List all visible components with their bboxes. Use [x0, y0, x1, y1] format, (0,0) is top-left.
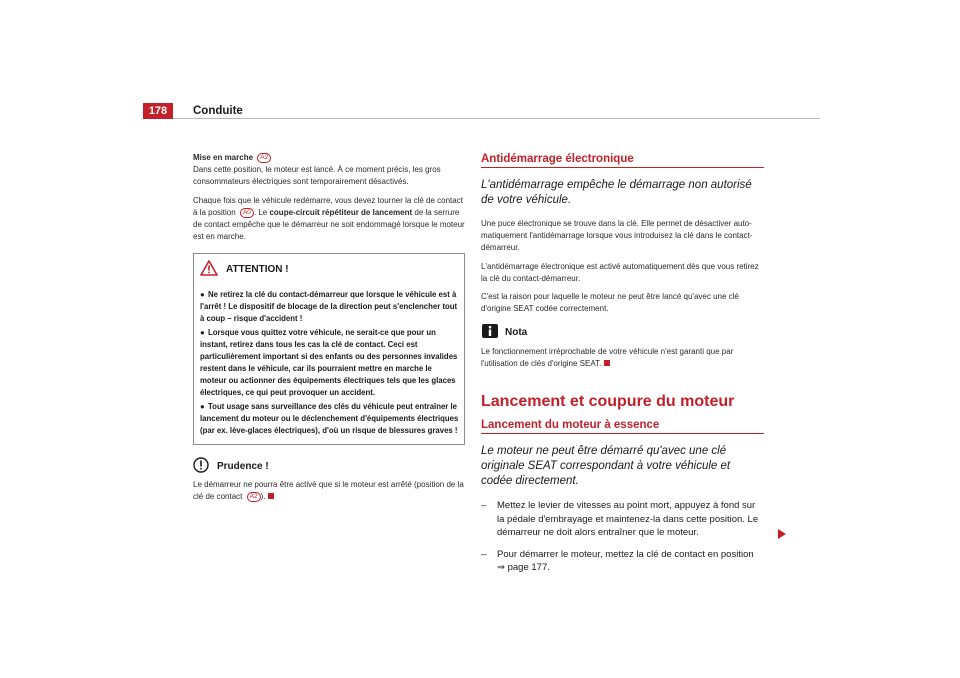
bullet-icon: ●	[200, 289, 205, 299]
warning-item-text: Lorsque vous quittez votre véhicule, ne serait-ce que pour un instant, retirez dans tous les cas la clé de contact. Ceci est particulièrement important si des enfants ou des personnes invalides restent dans le véhicule, car ils pourraient mettre en marche le moteur ou actionner des équipements électriques tels que les glaces électriques, ce qui peut provoquer un accident.	[200, 327, 458, 397]
note-title: Nota	[505, 327, 528, 339]
caution-title: Prudence !	[217, 460, 269, 472]
immobilizer-section-title: Antidémarrage électronique	[481, 152, 764, 168]
restart-text-start: Chaque fois que le véhicule redémarre, vous devez tourner la clé de contact à la position	[193, 195, 463, 217]
steps-list	[481, 499, 764, 575]
chapter-title: Conduite	[193, 105, 243, 117]
immobilizer-paragraph: L'antidémarrage électronique est activé automatiquement dès que vous retirez la clé du contact-démarreur.	[481, 261, 759, 283]
restart-text-mid: . Le	[253, 207, 268, 217]
warning-box	[193, 253, 465, 444]
caution-text-end: ).	[260, 492, 266, 502]
step-dash: –	[481, 548, 487, 560]
mise-en-marche-heading: Mise en marche	[193, 153, 254, 162]
restart-text-bold: coupe-circuit répétiteur de lancement	[269, 207, 413, 217]
key-position-ref: A2	[257, 153, 271, 163]
caution-paragraph	[193, 479, 465, 503]
mise-en-marche-text: Dans cette position, le moteur est lancé. À ce moment précis, les gros consommateurs électriques sont temporairement désactivés.	[193, 165, 441, 187]
mise-en-marche-paragraph	[193, 152, 465, 189]
restart-text-end: de la serrure de contact empêche que le démarreur ne soit endommagé lorsque le moteur est en marche.	[193, 207, 465, 242]
step-text: Pour démarrer le moteur, mettez la clé de contact en position ⇒ page 177.	[497, 548, 754, 574]
continue-arrow-icon	[778, 529, 786, 539]
step-dash: –	[481, 500, 487, 512]
warning-item-text: Tout usage sans surveillance des clés du véhicule peut entraîner le lancement du moteur ou le déclenchement d'équipements électriques (par ex. lève-glaces électriques), d'où un risque de blessures graves !	[200, 401, 459, 435]
warning-title: ATTENTION !	[226, 264, 289, 276]
note-info-icon	[481, 323, 499, 343]
bullet-icon: ●	[200, 401, 205, 411]
header-divider	[173, 118, 820, 119]
petrol-section-title: Lancement du moteur à essence	[481, 418, 764, 434]
warning-item-text: Ne retirez la clé du contact-démarreur que lorsque le véhicule est à l'arrêt ! Le dispositif de blocage de la direction peut s'enclencher tout à coup – risque d'accident !	[200, 289, 458, 323]
restart-paragraph	[193, 195, 465, 244]
right-column	[481, 152, 764, 583]
note-paragraph	[481, 346, 764, 370]
section-end-marker	[604, 360, 610, 366]
step-item	[481, 548, 764, 575]
caution-header	[193, 457, 465, 477]
caution-text: Le démarreur ne pourra être activé que si le moteur est arrêté (position de la clé de contact	[193, 479, 464, 502]
warning-list	[200, 289, 460, 437]
bullet-icon: ●	[200, 327, 205, 337]
caution-exclamation-icon	[193, 457, 209, 477]
immobilizer-lead: L'antidémarrage empêche le démarrage non autorisé de votre véhicule.	[481, 179, 752, 206]
chapter-section-title: Lancement et coupure du moteur	[481, 393, 735, 411]
note-header	[481, 323, 764, 343]
petrol-lead: Le moteur ne peut être démarré qu'avec une clé originale SEAT correspondant à votre véhicule et codée directement.	[481, 445, 731, 488]
note-text: Le fonctionnement irréprochable de votre véhicule n'est garanti que par l'utilisation de clés d'origine SEAT.	[481, 346, 734, 368]
section-end-marker	[268, 493, 274, 499]
warning-triangle-icon	[200, 260, 218, 280]
key-position-ref: A2	[247, 492, 261, 502]
step-text: Mettez le levier de vitesses au point mort, appuyez à fond sur la pédale d'embrayage et maintenez-la dans cette position. Le démarreur ne doit alors entraîner que le moteur.	[497, 500, 759, 539]
page-number: 178	[143, 103, 173, 119]
step-item	[481, 499, 764, 540]
warning-header	[200, 260, 460, 280]
warning-item	[200, 327, 460, 399]
key-position-ref: A0	[240, 208, 254, 218]
warning-item	[200, 289, 460, 325]
left-column	[193, 152, 465, 509]
immobilizer-paragraph: Une puce électronique se trouve dans la clé. Elle permet de désactiver automatiquement l'antidémarrage lorsque vous introduisez la clé dans le contact-démarreur.	[481, 219, 753, 253]
warning-item	[200, 401, 460, 437]
immobilizer-paragraph: C'est la raison pour laquelle le moteur ne peut être lancé qu'avec une clé d'origine SEAT codée correctement.	[481, 292, 739, 314]
